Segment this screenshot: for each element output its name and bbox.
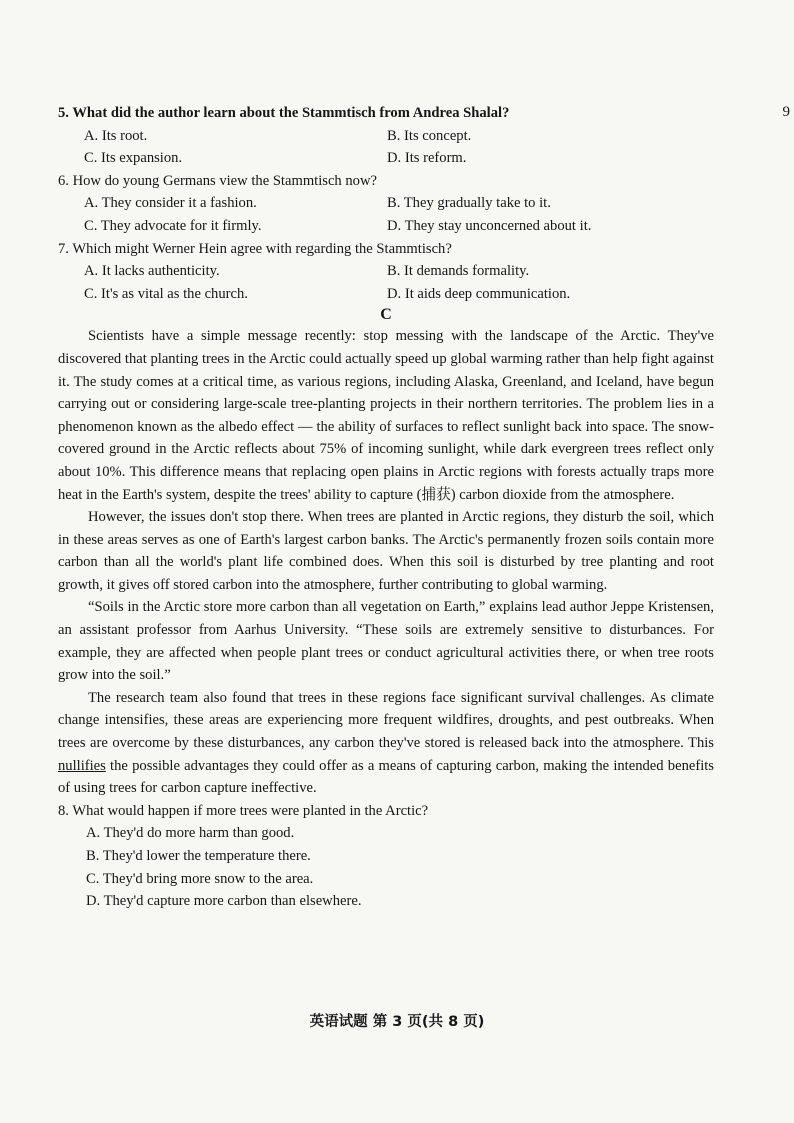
question-7-stem: 7. Which might Werner Hein agree with regarding the Stammtisch? [58,240,452,257]
section-label: C [380,306,392,324]
option-d[interactable]: D. They stay unconcerned about it. [387,217,592,234]
question-6 [58,170,714,238]
question-7 [58,238,714,306]
paragraph-1: Scientists have a simple message recently: stop messing with the landscape of the Arctic. They've discovered that planting trees in the Arctic could actually speed up global warming rather than help fight against it. The study comes at a critical time, as various regions, including Alaska, Greenland, and Iceland, have begun carrying out or considering large-scale tree-planting projects in their northern territories. The problem lies in a phenomenon known as the albedo effect — the ability of surfaces to reflect sunlight back into space. The snow-covered ground in the Arctic reflects about 75% of incoming sunlight, while dark evergreen trees reflect only about 10%. This difference means that replacing open plains in Arctic regions with forests actually traps more heat in the Earth's system, despite the trees' ability to capture (捕获) carbon dioxide from the atmosphere. [58,328,714,503]
option-b[interactable]: B. It demands formality. [387,263,530,280]
option-d[interactable]: D. Its reform. [387,150,467,167]
option-a[interactable]: A. They consider it a fashion. [84,195,257,212]
option-c[interactable]: C. It's as vital as the church. [84,285,248,302]
question-8 [58,800,714,913]
question-6-options [58,192,714,237]
option-a[interactable]: A. It lacks authenticity. [84,263,220,280]
option-d[interactable]: D. It aids deep communication. [387,285,571,302]
underlined-word: nullifies [58,757,106,774]
paragraph-2: However, the issues don't stop there. When trees are planted in Arctic regions, they disturb the soil, which in these areas serves as one of Earth's largest carbon banks. The Arctic's permanently frozen soils contain more carbon than all the world's plant life combined does. When this soil is disturbed by tree planting and root growth, it gives off stored carbon into the atmosphere, further contributing to global warming. [58,509,714,593]
question-8-options [58,822,714,912]
option-c[interactable]: C. They advocate for it firmly. [84,217,262,234]
question-8-stem: 8. What would happen if more trees were planted in the Arctic? [58,802,429,819]
paragraph-3: “Soils in the Arctic store more carbon than all vegetation on Earth,” explains lead author Jeppe Kristensen, an assistant professor from Aarhus University. “These soils are extremely sensitive to disturbances. For example, they are affected when people plant trees or conduct agricultural activities there, or when tree roots grow into the soil.” [58,599,714,684]
page-footer: 英语试题 第 3 页(共 8 页) [309,1014,485,1030]
option-b[interactable]: B. Its concept. [387,127,472,144]
option-a[interactable]: A. They'd do more harm than good. [86,825,295,842]
exam-page-body [58,102,714,913]
option-b[interactable]: B. They gradually take to it. [387,195,551,212]
option-b[interactable]: B. They'd lower the temperature there. [86,848,311,864]
option-c[interactable]: C. They'd bring more snow to the area. [86,870,314,887]
option-a[interactable]: A. Its root. [84,127,148,144]
question-5 [58,102,714,170]
paragraph-4-text-before: The research team also found that trees in these regions face significant survival challenges. As climate change intensifies, these areas are experiencing more frequent wildfires, droughts, and pest outbreaks. When trees are overcome by these disturbances, any carbon they've stored is released back into the atmosphere. This [58,689,714,752]
margin-page-number: 9 [782,104,790,120]
option-d[interactable]: D. They'd capture more carbon than elsewhere. [86,893,362,910]
question-5-options [58,125,714,170]
question-5-stem: 5. What did the author learn about the Stammtisch from Andrea Shalal? [58,105,510,121]
paragraph-4 [58,687,714,800]
paragraph-4-text-after: the possible advantages they could offer as a means of capturing carbon, making the intended benefits of using trees for carbon capture ineffective. [58,757,714,797]
question-6-stem: 6. How do young Germans view the Stammtisch now? [58,172,377,189]
question-7-options [58,260,714,305]
option-c[interactable]: C. Its expansion. [84,150,183,167]
